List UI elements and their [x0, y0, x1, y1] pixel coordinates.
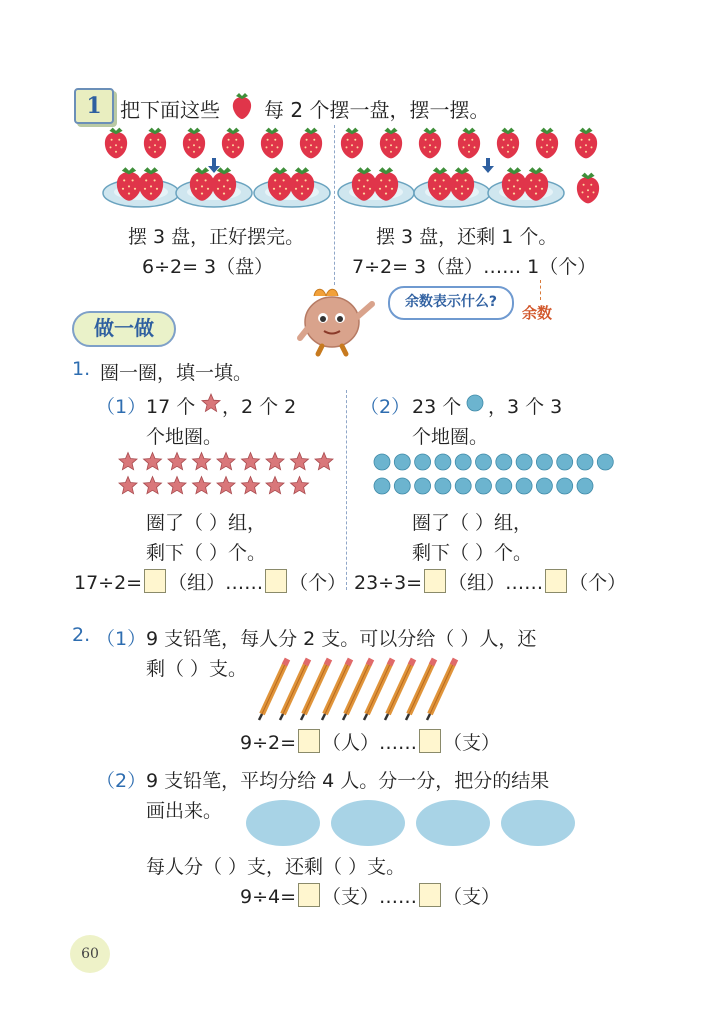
remainder-label: 余数	[522, 304, 553, 322]
q1-p1-label: （1）	[96, 396, 147, 418]
q1-p2-eq-b: （组）……	[448, 572, 544, 594]
q2-p1-line1: 9 支铅笔，每人分 2 支。可以分给（ ）人，还	[146, 628, 537, 650]
star	[119, 477, 137, 494]
star	[168, 453, 186, 470]
circle-grid	[372, 450, 622, 500]
q1-title: 圈一圈，填一填。	[100, 362, 253, 384]
dot	[516, 454, 532, 470]
down-arrow-icon	[482, 158, 494, 173]
strawberry	[183, 128, 205, 159]
circle-icon	[466, 394, 484, 412]
q1-p1-eq-c: （个）	[289, 572, 347, 594]
q1-p1-blank2: 剩下（ ）个。	[146, 542, 267, 564]
star	[144, 477, 162, 494]
drawing-ellipse[interactable]	[246, 800, 320, 846]
left-equation: 6÷2= 3（盘）	[142, 256, 274, 278]
q2-p2-eq-a: 9÷4=	[240, 886, 297, 908]
q2-p1-line2: 剩（ ）支。	[146, 658, 248, 680]
q1-p2-eq-c: （个）	[569, 572, 627, 594]
q1-p2-blank2: 剩下（ ）个。	[412, 542, 533, 564]
strawberry	[222, 128, 244, 159]
q1-p1-eq-a: 17÷2=	[74, 572, 143, 594]
dot	[577, 454, 593, 470]
dot	[374, 454, 390, 470]
strawberry	[536, 128, 558, 159]
drawing-ellipse[interactable]	[331, 800, 405, 846]
left-caption: 摆 3 盘，正好摆完。	[128, 226, 305, 248]
star	[266, 453, 284, 470]
dot	[415, 454, 431, 470]
strawberry	[380, 128, 402, 159]
mascot-character	[292, 278, 384, 356]
q1-p1-eq-b: （组）……	[168, 572, 264, 594]
q2-p1-label: （1）	[96, 628, 147, 650]
star	[168, 477, 186, 494]
dot	[536, 478, 552, 494]
dot	[476, 478, 492, 494]
star-icon	[201, 393, 221, 413]
q1-p1-blank1: 圈了（ ）组，	[146, 512, 267, 534]
star	[144, 453, 162, 470]
pencil-illustration	[254, 658, 464, 720]
q1-p2-line1b: ，3 个 3	[488, 396, 563, 418]
q2-p2-equation	[240, 882, 500, 909]
q1-p2-equation	[354, 568, 626, 595]
q1-p1-line2: 个地圈。	[146, 426, 223, 448]
star	[119, 453, 137, 470]
star	[242, 477, 260, 494]
example-number-badge: 1	[74, 88, 114, 124]
q2-p2-line2: 画出来。	[146, 800, 223, 822]
answer-box[interactable]	[424, 569, 446, 593]
dot	[496, 454, 512, 470]
q1-p2-blank1: 圈了（ ）组，	[412, 512, 533, 534]
q2-p2-eq-c: （支）	[443, 886, 501, 908]
q1-p2-line1a: 23 个	[412, 396, 462, 418]
strawberry	[575, 128, 597, 159]
q1-p2-label: （2）	[360, 396, 411, 418]
drawing-ellipse[interactable]	[501, 800, 575, 846]
answer-box[interactable]	[545, 569, 567, 593]
q1-p2-line2: 个地圈。	[412, 426, 489, 448]
strawberry	[577, 173, 599, 204]
dot	[415, 478, 431, 494]
dot	[394, 478, 410, 494]
dot	[557, 454, 573, 470]
dot	[374, 478, 390, 494]
star	[315, 453, 333, 470]
q1-p1-equation	[74, 568, 346, 595]
dot	[455, 478, 471, 494]
dot	[536, 454, 552, 470]
star	[193, 477, 211, 494]
q2-number: 2.	[72, 624, 91, 646]
strawberry	[144, 128, 166, 159]
q2-p2-line1: 9 支铅笔，平均分给 4 人。分一分，把分的结果	[146, 770, 550, 792]
q2-p2-blank: 每人分（ ）支，还剩（ ）支。	[146, 856, 406, 878]
dot	[577, 478, 593, 494]
dot	[476, 454, 492, 470]
dot	[516, 478, 532, 494]
answer-box[interactable]	[298, 729, 320, 753]
answer-box[interactable]	[298, 883, 320, 907]
star	[291, 477, 309, 494]
dot	[435, 478, 451, 494]
star	[266, 477, 284, 494]
q2-p1-eq-c: （支）	[443, 732, 501, 754]
q2-p1-eq-a: 9÷2=	[240, 732, 297, 754]
strawberry	[341, 128, 363, 159]
strawberry	[300, 128, 322, 159]
q1-p1-line1a: 17 个	[146, 396, 196, 418]
dot	[496, 478, 512, 494]
q2-p2-eq-b: （支）……	[322, 886, 418, 908]
q1-p1-line1b: ，2 个 2	[222, 396, 297, 418]
star	[193, 453, 211, 470]
star	[291, 453, 309, 470]
strawberry	[105, 128, 127, 159]
star	[217, 453, 235, 470]
star-grid	[118, 450, 338, 500]
q1-number: 1.	[72, 358, 91, 380]
star	[217, 477, 235, 494]
section-tag: 做一做	[72, 311, 176, 347]
strawberry	[261, 128, 283, 159]
example-prompt-after: 每 2 个摆一盘，摆一摆。	[264, 98, 490, 122]
strawberry-illustration	[0, 0, 723, 220]
star	[242, 453, 260, 470]
drawing-ellipse[interactable]	[416, 800, 490, 846]
dot	[394, 454, 410, 470]
page-number: 60	[70, 935, 110, 973]
q1-p2-eq-a: 23÷3=	[354, 572, 423, 594]
answer-box[interactable]	[265, 569, 287, 593]
q2-p2-label: （2）	[96, 770, 147, 792]
answer-box[interactable]	[419, 883, 441, 907]
example-divider	[334, 125, 335, 285]
dot	[557, 478, 573, 494]
right-equation: 7÷2= 3（盘）…… 1（个）	[352, 256, 597, 278]
dot	[455, 454, 471, 470]
q1-divider	[346, 390, 347, 590]
example-prompt-before: 把下面这些	[120, 98, 220, 122]
strawberry	[497, 128, 519, 159]
mascot-speech-bubble: 余数表示什么?	[388, 286, 514, 320]
q2-p1-eq-b: （人）……	[322, 732, 418, 754]
answer-box[interactable]	[144, 569, 166, 593]
dot	[597, 454, 613, 470]
dot	[435, 454, 451, 470]
q2-p1-equation	[240, 728, 500, 755]
strawberry	[458, 128, 480, 159]
answer-box[interactable]	[419, 729, 441, 753]
right-caption: 摆 3 盘，还剩 1 个。	[376, 226, 558, 248]
strawberry	[419, 128, 441, 159]
remainder-pointer	[540, 280, 541, 300]
